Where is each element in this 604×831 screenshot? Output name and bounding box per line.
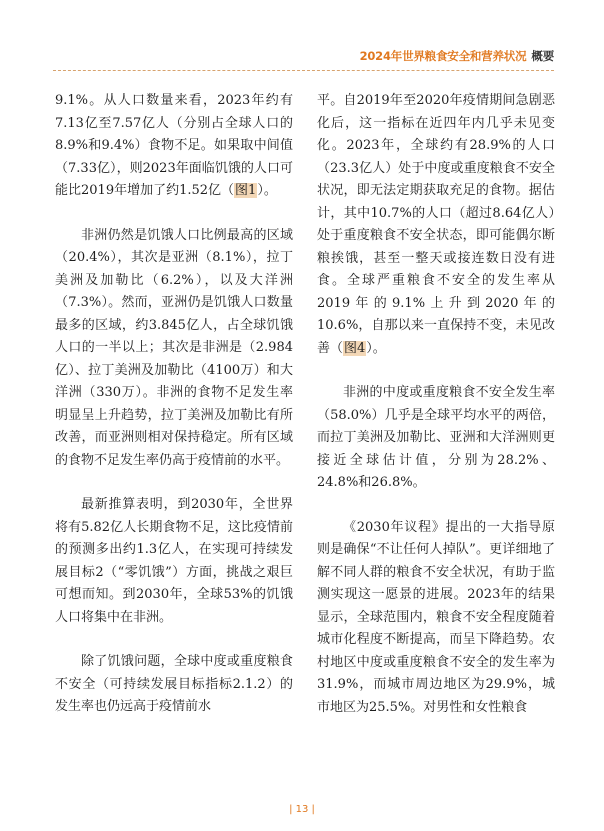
- page-number: | 13 |: [289, 804, 315, 815]
- left-column: [55, 90, 293, 741]
- running-header: [360, 48, 554, 64]
- figure-1-link[interactable]: 图1: [235, 183, 257, 198]
- right-paragraph-1-end: ）。: [366, 340, 386, 356]
- right-column: [317, 90, 555, 741]
- left-paragraph-1: [55, 90, 293, 203]
- section-title: 概要: [531, 49, 554, 63]
- report-title: 2024年世界粮食安全和营养状况: [359, 49, 527, 63]
- left-paragraph-3: 最新推算表明，到2030年，全世界将有5.82亿人长期食物不足，这比疫情前的预测多出约1.3亿人，在实现可持续发展目标2（“零饥饿”）方面，挑战之艰巨可想而知。到2030年，全球53%的饥饿人口将集中在非洲。: [55, 497, 293, 625]
- right-paragraph-1: [317, 90, 555, 360]
- header-divider: [53, 70, 554, 71]
- left-paragraph-1-text: 9.1%。从人口数量来看，2023年约有7.13亿至7.57亿人（分别占全球人口的8.9%和9.4%）食物不足。如果取中间值（7.33亿），则2023年面临饥饿的人口可能比2019年增加了约1.52亿（: [55, 93, 293, 198]
- right-paragraph-2: 非洲的中度或重度粮食不安全发生率（58.0%）几乎是全球平均水平的两倍，而拉丁美洲及加勒比、亚洲和大洋洲则更接近全球估计值，分别为28.2%、24.8%和26.8%。: [317, 385, 555, 490]
- right-paragraph-1-text: 平。自2019年至2020年疫情期间急剧恶化后，这一指标在近四年内几乎未见变化。2023年，全球约有28.9%的人口（23.3亿人）处于中度或重度粮食不安全状况，即无法定期获取充足的食物。据估计，其中10.7%的人口（超过8.64亿人）处于重度粮食不安全状态，即可能偶尔断粮挨饿，甚至一整天或接连数日没有进食。全球严重粮食不安全的发生率从2019年的9.1%上升到2020年的10.6%，自那以来一直保持不变，未见改善（: [317, 93, 555, 356]
- left-paragraph-1-end: ）。: [257, 183, 277, 198]
- right-paragraph-3: 《2030年议程》提出的一大指导原则是确保“不让任何人掉队”。更详细地了解不同人群的粮食不安全状况，有助于监测实现这一愿景的进展。2023年的结果显示，全球范围内，粮食不安全程度随着城市化程度不断提高，而呈下降趋势。农村地区中度或重度粮食不安全的发生率为31.9%，而城市周边地区为29.9%，城市地区为25.5%。对男性和女性粮食: [317, 519, 555, 715]
- left-paragraph-2: 非洲仍然是饥饿人口比例最高的区域（20.4%），其次是亚洲（8.1%），拉丁美洲及加勒比（6.2%），以及大洋洲（7.3%）。然而，亚洲仍是饥饿人口数量最多的区域，约3.845亿人，占全球饥饿人口的一半以上；其次是非洲是（2.984亿）、拉丁美洲及加勒比（4100万）和大洋洲（330万）。非洲的食物不足发生率明显呈上升趋势，拉丁美洲及加勒比有所改善，而亚洲则相对保持稳定。所有区域的食物不足发生率仍高于疫情前的水平。: [55, 227, 293, 468]
- left-paragraph-4: 除了饥饿问题，全球中度或重度粮食不安全（可持续发展目标指标2.1.2）的发生率也仍远高于疫情前水: [55, 654, 293, 714]
- figure-4-link[interactable]: 图4: [344, 340, 366, 356]
